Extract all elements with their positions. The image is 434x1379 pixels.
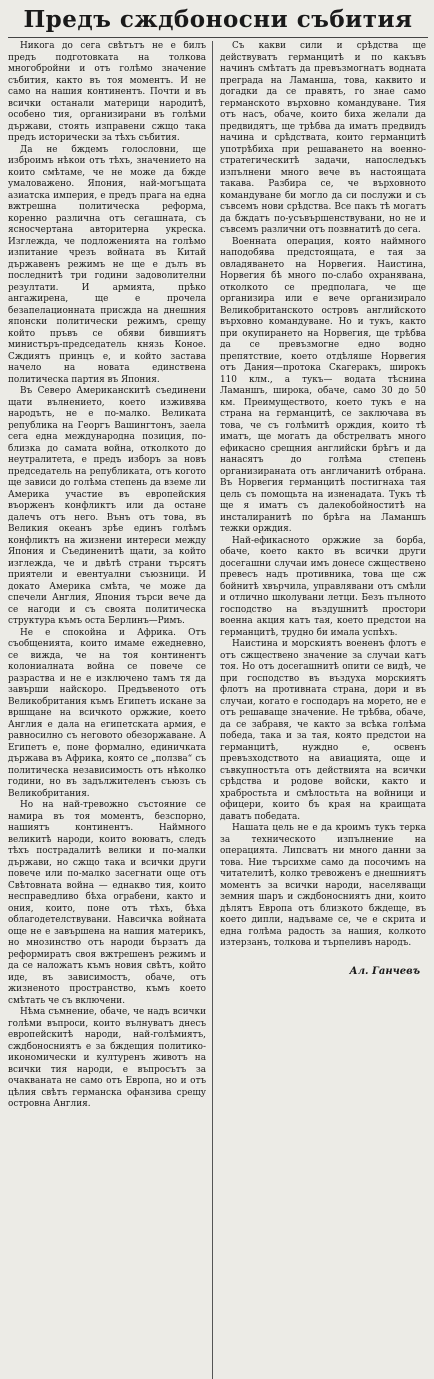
paragraph: Съ какви сили и срѣдства ще действуватъ германцитѣ и по какъвъ начинъ смѣтатъ да превъзмогнатъ водната преграда на Ламанша, това, каквито и догадки да се правятъ, го знае само германското върховно командуване. Тия отъ насъ, обаче, които биха желали да предвидятъ, ще трѣбва да иматъ предвидъ начина и срѣдствата, които германцитѣ употрѣбиха при решаването на военно-стратегическитѣ задачи, напоследъкъ изпълнени много вече въ настоящата такава. Разбира се, че върховното командуване би могло да си послужи и съ съвсемъ нови срѣдства. Все пакъ тѣ могатъ да бждатъ по-усъвършенствувани, но не и съвсемъ различни отъ позвнатитѣ до сега. [220, 41, 426, 235]
left-column [8, 41, 213, 1379]
paragraph: Нѣма съмнение, обаче, че надъ всички голѣми въпроси, които вълнуватъ днесъ европейскитѣ народи, най-голѣмиятъ, сждбоносниятъ е за бждещия политико-икономически и културенъ животъ на всички тия народи, е въпросътъ за очакваната не само отъ Европа, но и отъ цѣлия свѣтъ германска офанзива срещу островна Англия. [8, 1007, 206, 1109]
article-title: Предъ сждбоносни събития [23, 6, 413, 33]
paragraph: Нашата цель не е да кроимъ тукъ терка за техническото изпълнение на операцията. Липсватъ ни много данни за това. Ние търсихме само да посочимъ на читателитѣ, колко тревоженъ е днешниятъ моментъ за всички народи, населяващи земния шаръ и сждбоносниятъ дни, които дѣлятъ Европа отъ близкото бждеще, въ което дипли, надъваме се, че е скрита и една голѣма радость за нашия, колкото изтерзанъ, толкова и търпеливъ народъ. [220, 823, 426, 948]
right-column [213, 41, 426, 1379]
author-signature: Ал. Ганчевъ [349, 965, 420, 977]
paragraph: Не е спокойна и Африка. Отъ съобщенията, които имаме ежедневно, се вижда, че на тоя континентъ колониалната война се повече се разраства и не е изключено тамъ тя да завърши найскоро. Предъвеното отъ Великобритания къмъ Египетъ искане за вршщане на всичкото оржжие, което Англия е дала на египетската армия, е равносилно съ неговото обезоржаване. А Египетъ е, поне формално, единичката държава въ Африка, която се „ползва“ съ политическа независимость отъ нѣколко години, но въ задължителенъ съюзъ съ Великобритания. [8, 627, 206, 799]
article-body [8, 41, 428, 1379]
title-divider [8, 37, 428, 38]
paragraph: Най-ефикасното оржжие за борба, обаче, което както въ всички други досегашни случаи имъ донесе сжществено превесъ надъ противника, това ще сж бойнитѣ хвърчила, управлявани отъ смѣли и отлично школувани летци. Безъ пълното господство на въздушнитѣ простори военна акция катъ тая, което предстои на германцитѣ, трудно би имала успѣхъ. [220, 535, 426, 638]
paragraph: Военната операция, която наймного наподобява предстоящата, е тая за овладяването на Норвегия. Наистина, Норвегия бѣ много по-слабо охранявана, отколкото се предполага, че ще организира или е вече организирало Великобританското островъ английското върховно командуване. Но и тукъ, както при окупирането на Норвегия, ще трѣбва да се превъзмогне едно водно препятствие, което отдѣляше Норвегия отъ Дания—протока Скагеракъ, широкъ 110 клм., а тукъ— водата тѣснина Ламаншъ, широка, обаче, само 30 до 50 км. Преимуществото, което тукъ е на страна на германцитѣ, се заключава въ това, че съ голѣмитѣ орждия, които тѣ иматъ, ще могатъ да обстрелватъ много ефикасно срещния английски брѣгъ и да нанасятъ до голѣма степень организираната отъ англичанитѣ отбрана. Въ Норвегия германцитѣ постигнаха тая цель съ помощьта на изненадата. Тукъ тѣ ще я иматъ съ далекобойноститѣ на инсталиранитѣ по брѣга на Ламаншъ тежки орждия. [220, 236, 426, 534]
paragraph: Да не бждемъ голословни, ще изброимъ нѣкои отъ тѣхъ, значението на които смѣтаме, че не може да бжде умаловажено. Япония, най-могъщата азиатска империя, е предъ прага на една вжтрешна политическа реформа, коренно различна отъ сегашната, съ ясносчертана авторитерна укреска. Изглежда, че подложенията на голѣмо изпитание чрезъ войната въ Китай държавенъ режимъ не ще е дълъ въ последнитѣ три години задоволителни резултати. И армията, прѣко ангажирена, ще е прочела безапелационната присжда на днешния японски политически режимъ, срещу който пръвъ се обяви бившиятъ министъръ-председатель князь Коное. Сждиятъ принцъ е, и който застава начело на новата единствена политическа партия въ Япония. [8, 144, 206, 385]
paragraph: Въ Северо Американскитѣ съединени щати вълнението, което изживява народътъ, не е по-малко. Великата република на Георгъ Вашингтонъ, заела сега една международна позиция, по-близка до самата война, отколкото до неутралитета, е предъ изборъ за новъ председатель на републиката, отъ когото ще зависи до голѣма степень да вземе ли Америка участие въ европейския въорженъ конфликтъ или да остане далечъ отъ него. Вънъ отъ това, въ Великия океанъ зрѣе единъ голѣмъ конфликтъ на жизнени интереси между Япония и Съединенитѣ щати, за който изглежда, че и двѣтѣ страни търсятъ приятели и евентуални съюзници. И докато Америка смѣта, че може да спечели Англия, Япония търси вече да се нагоди и съ своята политическа структура къмъ оста Берлинъ—Римъ. [8, 386, 206, 626]
paragraph: Наистина и морскиятъ воененъ флотъ е отъ сжществено значение за случаи катъ тоя. Но отъ досегашнитѣ опити се видѣ, че при господство въ въздуха морскиятъ флотъ на противната страна, дори и въ случаи, когато е господаръ на морето, не е отъ решаваще значение. Не трѣбва, обаче, да се забравя, че както за всѣка голѣма победа, така и за тая, която предстои на германцитѣ, нуждно е, освенъ превъзходството на авиацията, още и съвкупностъта отъ действията на всички срѣдства и родове войски, както и храбростьта и смѣлостьта на войници и офицери, които бъ края на краищата даватъ победата. [220, 639, 426, 822]
paragraph: Никога до сега свѣтътъ не е билъ предъ подготовката на толкова многобройни и отъ голѣмо значение събития, както въ тоя моментъ. И не само на нашия континентъ. Почти и въ всички останали материци народитѣ, особено тия, организирани въ голѣми държави, стоять изправени сжщо така предъ исторически за тѣхъ събития. [8, 41, 206, 143]
paragraph: Но на най-тревожно състояние се намира въ тоя моментъ, безспорно, нашиятъ континентъ. Наймного великитѣ народи, които воюватъ, следъ тѣхъ пострадалитѣ велики и по-малки държави, но сжщо така и всички други повече или по-малко засегнати още отъ Свѣтовната война — еднакво тия, които несправедливо бѣха ограбени, както и ония, които, поне отъ тѣхъ, бѣха облагодетелствувани. Навсичка войната още не е завършена на нашия материкъ, но мнозинство отъ народи бързатъ да реформиратъ своя вжтрешенъ режимъ и да се наложатъ къмъ новия свѣтъ, който иде, въ зависимостъ, обаче, отъ жизненото пространство, къмъ което смѣтать че съ включени. [8, 800, 206, 1006]
